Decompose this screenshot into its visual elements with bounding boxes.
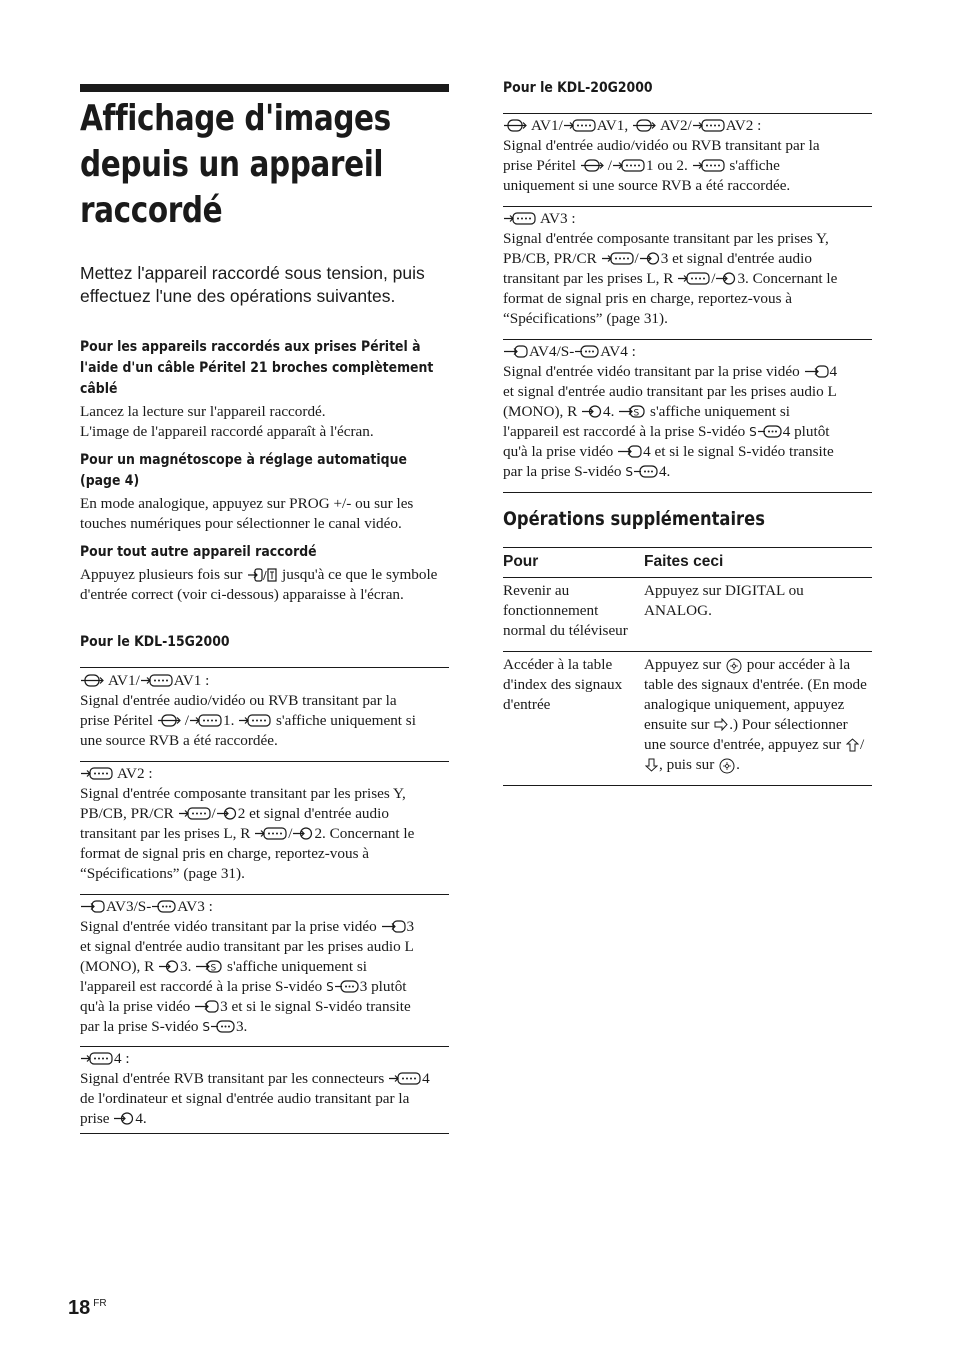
divider <box>80 761 449 762</box>
scart-rgb-icon <box>239 714 271 727</box>
svg-text:/: / <box>263 569 267 582</box>
component-input-icon <box>81 767 113 780</box>
divider <box>503 113 872 114</box>
scart-input-icon <box>504 119 530 132</box>
divider <box>503 492 872 493</box>
table-header-faites-ceci: Faites ceci <box>644 548 872 578</box>
audio-input-icon <box>217 807 237 820</box>
table-row <box>503 652 872 786</box>
video-input-icon <box>618 445 642 458</box>
audio-input-icon <box>716 272 736 285</box>
page-title: Affichage d'images depuis un appareil raccordé <box>80 98 391 231</box>
video-input-icon <box>195 1000 219 1013</box>
video-input-icon <box>805 365 829 378</box>
scart-rgb-icon <box>389 1072 421 1085</box>
arrow-up-icon <box>846 738 859 751</box>
arrow-down-icon <box>645 758 658 771</box>
s-video-icon <box>619 405 645 418</box>
scart-input-icon <box>158 714 184 727</box>
table-cell: Appuyez sur DIGITAL ou ANALOG. <box>644 578 872 652</box>
video-input-icon <box>81 900 105 913</box>
entry-av1: AV1/ AV1 : Signal d'entrée audio/vidéo ou RVB transitant par la prise Péritel / 1. s'affiche uniquement si une source RVB a été raccordée. <box>80 672 416 749</box>
section-heading-scart: Pour les appareils raccordés aux prises Péritel à l'aide d'un câble Péritel 21 broches complètement câblé <box>80 339 434 397</box>
section-heading-vcr: Pour un magnétoscope à réglage automatique (page 4) <box>80 452 407 489</box>
section-heading-kdl20: Pour le KDL-20G2000 <box>503 80 653 96</box>
scart-rgb-icon <box>613 159 645 172</box>
language-code: FR <box>93 1298 107 1309</box>
video-input-icon <box>382 920 406 933</box>
audio-input-icon <box>293 827 313 840</box>
audio-input-icon <box>114 1112 134 1125</box>
section-heading-kdl15: Pour le KDL-15G2000 <box>80 634 230 650</box>
scart-input-icon <box>581 159 607 172</box>
s-video-icon <box>634 465 658 478</box>
scart-rgb-icon <box>190 714 222 727</box>
s-video-icon <box>152 900 176 913</box>
scart-rgb-icon <box>81 1052 113 1065</box>
section-heading-operations: Opérations supplémentaires <box>503 508 765 530</box>
entry-av4-pc: 4 : Signal d'entrée RVB transitant par les connecteurs 4 de l'ordinateur et signal d'entrée audio transitant par la prise 4. <box>80 1050 430 1127</box>
entry-av3: AV3/S- AV3 : Signal d'entrée vidéo transitant par la prise vidéo 3 et signal d'entrée audio transitant par les prises audio L (MONO), R 3. S s'affiche uniquement si l'appareil est raccordé à la prise S-vidéo S 3 plutôt qu'à la prise vidéo 3 et si le signal S-vidéo transite par la prise S-vidéo S 3. <box>80 898 415 1035</box>
ok-button-icon <box>719 758 735 771</box>
scart-rgb-icon <box>564 119 596 132</box>
audio-input-icon <box>582 405 602 418</box>
section-body-scart-1: Lancez la lecture sur l'appareil raccordé. <box>80 403 326 420</box>
table-cell: Accéder à la table d'index des signaux d'entrée <box>503 652 644 786</box>
scart-input-icon <box>81 674 107 687</box>
s-video-icon <box>575 345 599 358</box>
divider <box>503 206 872 207</box>
s-video-icon <box>211 1020 235 1033</box>
section-body-scart-2: L'image de l'appareil raccordé apparaît à l'écran. <box>80 423 374 440</box>
svg-text:S: S <box>210 963 217 973</box>
scart-rgb-icon <box>693 159 725 172</box>
divider <box>80 667 449 668</box>
divider <box>503 339 872 340</box>
audio-input-icon <box>159 960 179 973</box>
section-body-other: Appuyez plusieurs fois sur / jusqu'à ce que le symbole d'entrée correct (voir ci-dessous) apparaisse à l'écran. <box>80 566 438 603</box>
audio-input-icon <box>640 252 660 265</box>
table-cell: Appuyez sur pour accéder à la table des signaux d'entrée. (En mode analogique uniquement, appuyez ensuite sur .) Pour sélectionner une source d'entrée, appuyez sur / , puis sur . <box>644 652 872 786</box>
scart-rgb-icon <box>141 674 173 687</box>
component-input-icon <box>678 272 710 285</box>
component-input-icon <box>255 827 287 840</box>
table-header-pour: Pour <box>503 548 644 578</box>
page-number: 18 $^{FR}$ <box>68 1297 107 1319</box>
section-body-vcr: En mode analogique, appuyez sur PROG +/- ou sur les touches numériques pour sélectionner le canal vidéo. <box>80 495 414 532</box>
divider <box>80 894 449 895</box>
table-header-row <box>503 548 872 578</box>
video-input-icon <box>504 345 528 358</box>
component-input-icon <box>179 807 211 820</box>
s-video-icon <box>335 980 359 993</box>
svg-text:S: S <box>633 408 640 418</box>
entry-av2: AV2 : Signal d'entrée composante transitant par les prises Y, PB/CB, PR/CR / 2 et signal d'entrée audio transitant par les prises L, R / 2. Concernant le format de signal pris en charge, reportez-vous à “Spécifications” (page 31). <box>80 765 415 882</box>
s-video-icon <box>196 960 222 973</box>
arrow-right-icon <box>714 718 728 731</box>
s-video-icon <box>758 425 782 438</box>
entry-av1-av2: AV1/ AV1, AV2/ AV2 : Signal d'entrée audio/vidéo ou RVB transitant par la prise Péritel / 1 ou 2. s'affiche uniquement si une source RVB a été raccordée. <box>503 117 820 194</box>
scart-rgb-icon <box>693 119 725 132</box>
table-cell: Revenir au fonctionnement normal du téléviseur <box>503 578 644 652</box>
divider <box>80 1133 449 1134</box>
scart-input-icon <box>633 119 659 132</box>
component-input-icon <box>504 212 536 225</box>
title-rule <box>80 84 449 92</box>
divider <box>80 1046 449 1047</box>
entry-av4: AV4/S- AV4 : Signal d'entrée vidéo transitant par la prise vidéo 4 et signal d'entrée audio transitant par les prises audio L (MONO), R 4. S s'affiche uniquement si l'appareil est raccordé à la prise S-vidéo S 4 plutôt qu'à la prise vidéo 4 et si le signal S-vidéo transite par la prise S-vidéo S 4. <box>503 343 838 480</box>
intro-text: Mettez l'appareil raccordé sous tension, puis effectuez l'une des opérations suivantes. <box>80 263 425 306</box>
entry-av3-component: AV3 : Signal d'entrée composante transitant par les prises Y, PB/CB, PR/CR / 3 et signal d'entrée audio transitant par les prises L, R / 3. Concernant le format de signal pris en charge, reportez-vous à “Spécifications” (page 31). <box>503 210 838 327</box>
table-row <box>503 578 872 652</box>
section-heading-other: Pour tout autre appareil raccordé <box>80 544 317 560</box>
operations-table <box>503 547 872 786</box>
input-select-icon <box>247 568 277 581</box>
component-input-icon <box>602 252 634 265</box>
ok-button-icon <box>726 658 742 671</box>
